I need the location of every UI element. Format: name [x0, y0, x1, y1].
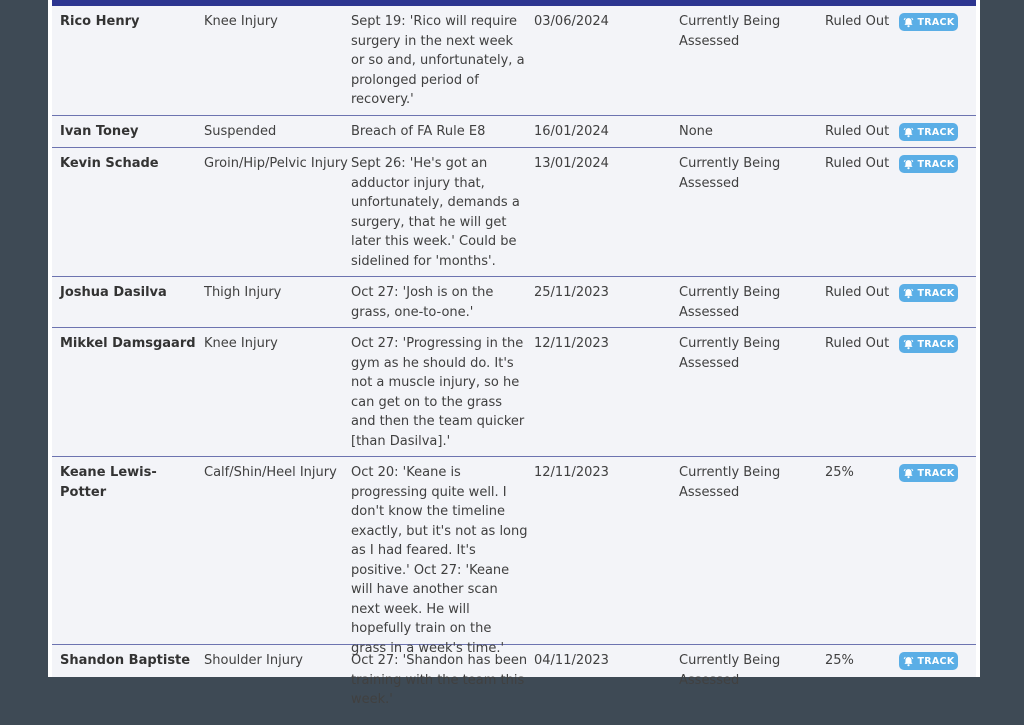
return-info: Currently Being Assessed — [679, 465, 781, 500]
injury-table-panel — [48, 0, 980, 707]
return-info: Currently Being Assessed — [679, 653, 781, 688]
track-label: TRACK — [917, 16, 955, 28]
track-label: TRACK — [917, 655, 955, 667]
expected-return-date: 03/06/2024 — [534, 14, 609, 29]
track-button[interactable] — [899, 123, 958, 141]
expected-return-date: 16/01/2024 — [534, 124, 609, 139]
injury-news: Oct 20: 'Keane is progressing quite well. I don't know the timeline exactly, but it's not as long as I had feared. It's positive.' Oct 27: 'Keane will have another scan next week. He will hopefully train on the grass in a week's time.' — [351, 465, 528, 656]
return-info: Currently Being Assessed — [679, 156, 781, 191]
injury-type: Knee Injury — [204, 14, 278, 29]
table-row — [52, 645, 976, 725]
table-row — [52, 328, 976, 457]
expected-return-date: 12/11/2023 — [534, 336, 609, 351]
injury-table — [52, 6, 976, 707]
player-name: Shandon Baptiste — [60, 653, 191, 668]
track-button[interactable] — [899, 284, 958, 302]
injury-news: Sept 19: 'Rico will require surgery in the next week or so and, unfortunately, a prolonged period of recovery.' — [351, 14, 525, 107]
status-label: Ruled Out — [825, 156, 890, 171]
status-label: Ruled Out — [825, 285, 890, 300]
player-name: Ivan Toney — [60, 124, 139, 139]
bell-icon — [903, 468, 914, 479]
return-info: Currently Being Assessed — [679, 336, 781, 371]
bell-icon — [903, 339, 914, 350]
track-button[interactable] — [899, 335, 958, 353]
bell-icon — [903, 656, 914, 667]
player-name: Rico Henry — [60, 14, 140, 29]
return-info: Currently Being Assessed — [679, 14, 781, 49]
bell-icon — [903, 288, 914, 299]
injury-news: Sept 26: 'He's got an adductor injury that, unfortunately, demands a surgery, that he will get later this week.' Could be sidelined for 'months'. — [351, 156, 520, 269]
return-info: Currently Being Assessed — [679, 285, 781, 320]
table-row — [52, 116, 976, 148]
status-label: 25% — [825, 653, 854, 668]
injury-news: Oct 27: 'Josh is on the grass, one-to-one.' — [351, 285, 494, 320]
expected-return-date: 04/11/2023 — [534, 653, 609, 668]
injury-type: Suspended — [204, 124, 277, 139]
expected-return-date: 13/01/2024 — [534, 156, 609, 171]
player-name: Kevin Schade — [60, 156, 159, 171]
track-label: TRACK — [917, 158, 955, 170]
track-label: TRACK — [917, 338, 955, 350]
track-button[interactable] — [899, 13, 958, 31]
table-row — [52, 277, 976, 328]
track-button[interactable] — [899, 652, 958, 670]
table-row — [52, 148, 976, 277]
injury-type: Shoulder Injury — [204, 653, 303, 668]
bell-icon — [903, 17, 914, 28]
player-name: Keane Lewis-Potter — [60, 465, 157, 500]
expected-return-date: 25/11/2023 — [534, 285, 609, 300]
status-label: 25% — [825, 465, 854, 480]
track-button[interactable] — [899, 155, 958, 173]
track-label: TRACK — [917, 287, 955, 299]
injury-type: Knee Injury — [204, 336, 278, 351]
injury-type: Groin/Hip/Pelvic Injury — [204, 156, 348, 171]
player-name: Joshua Dasilva — [60, 285, 167, 300]
expected-return-date: 12/11/2023 — [534, 465, 609, 480]
table-row — [52, 6, 976, 116]
injury-news: Breach of FA Rule E8 — [351, 124, 486, 139]
track-label: TRACK — [917, 126, 955, 138]
injury-type: Thigh Injury — [204, 285, 282, 300]
return-info: None — [679, 124, 713, 139]
bell-icon — [903, 127, 914, 138]
track-button[interactable] — [899, 464, 958, 482]
status-label: Ruled Out — [825, 124, 890, 139]
table-row — [52, 457, 976, 656]
injury-news: Oct 27: 'Progressing in the gym as he should do. It's not a muscle injury, so he can get on to the grass and then the team quicker [than Dasilva].' — [351, 336, 525, 449]
track-label: TRACK — [917, 467, 955, 479]
status-label: Ruled Out — [825, 336, 890, 351]
injury-news: Oct 27: 'Shandon has been training with the team this week.' — [351, 653, 528, 707]
bell-icon — [903, 159, 914, 170]
status-label: Ruled Out — [825, 14, 890, 29]
injury-type: Calf/Shin/Heel Injury — [204, 465, 337, 480]
player-name: Mikkel Damsgaard — [60, 336, 196, 351]
